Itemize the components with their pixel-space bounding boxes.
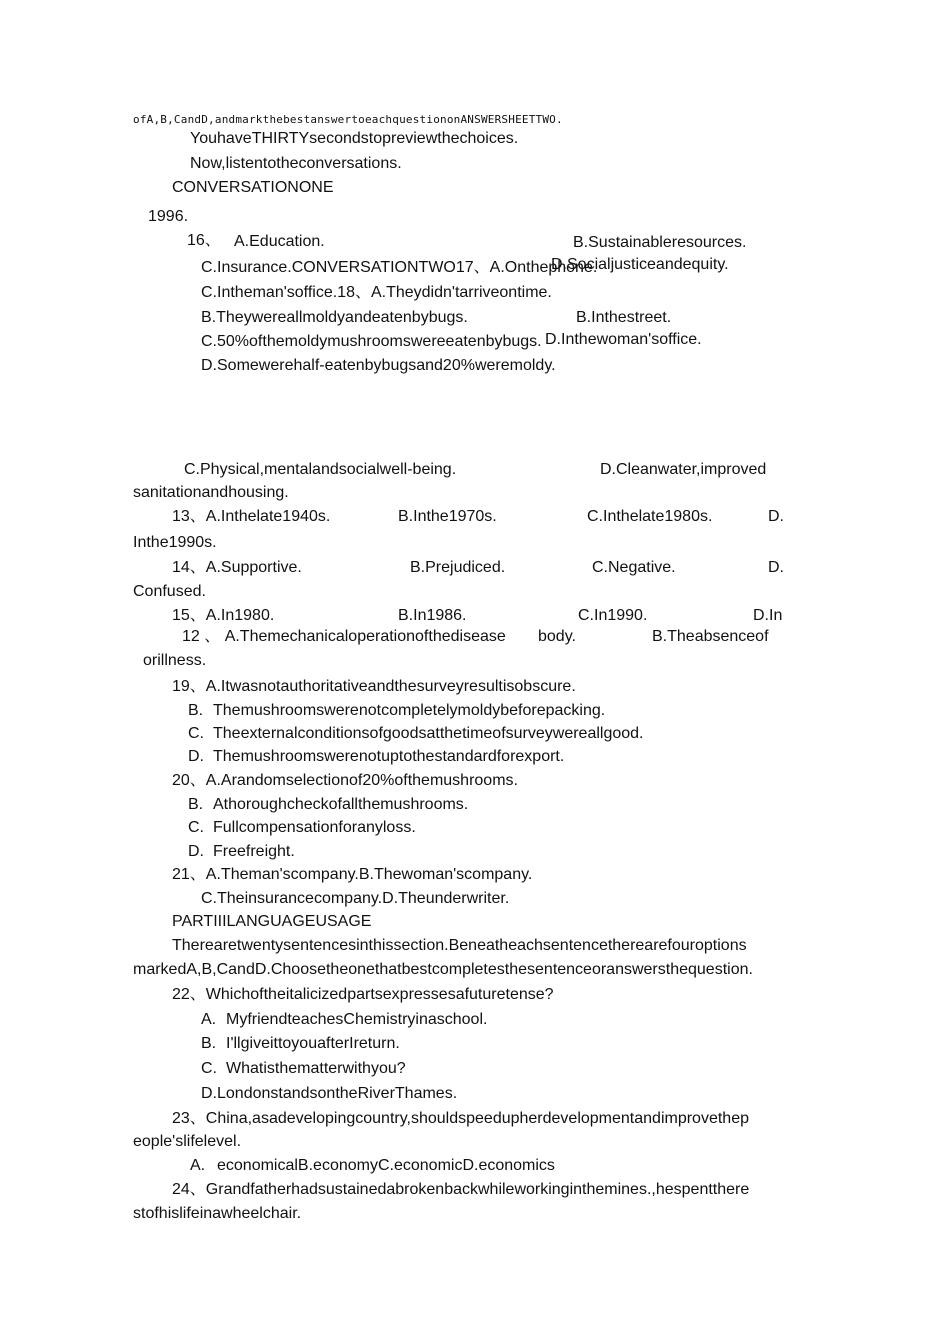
q15-option-c: C.In1990. [578,607,648,624]
q14-option-b: B.Prejudiced. [410,559,506,576]
q17-option-c-q18-option-a: C.Intheman'soffice.18、A.Theydidn'tarriveontime. [201,284,552,301]
q12-option-c: C.Physical,mentalandsocialwell-being. [184,461,457,478]
q13-option-b: B.Inthe1970s. [398,508,497,525]
q13-option-d-continued: Inthe1990s. [133,534,217,551]
q21-options-a-b: 21、A.Theman'scompany.B.Thewoman'scompany. [172,866,533,883]
q16-option-d: D.Socialjusticeandequity. [551,256,729,273]
q22-stem: 22、Whichoftheitalicizedpartsexpressesafuturetense? [172,986,554,1003]
q20-label-c: C. [188,819,204,836]
q16-option-b: B.Sustainableresources. [573,234,747,251]
q20-label-b: B. [188,796,204,813]
q19-option-d: Themushroomswerenotuptothestandardforexport. [213,748,565,765]
q20-label-d: D. [188,843,204,860]
q19-label-b: B. [188,702,204,719]
year-fragment: 1996. [148,208,189,225]
q20-option-d: Freefreight. [213,843,295,860]
q21-options-c-d: C.Theinsurancecompany.D.Theunderwriter. [201,890,510,907]
q19-label-d: D. [188,748,204,765]
part-three-heading: PARTIIILANGUAGEUSAGE [172,913,372,930]
q12-option-b: B.Theabsenceof [652,628,769,645]
q13-option-c: C.Inthelate1980s. [587,508,713,525]
q16-option-a: A.Education. [234,233,325,250]
preview-instruction: YouhaveTHIRTYsecondstopreviewthechoices. [190,130,519,147]
q20-option-b: Athoroughcheckofallthemushrooms. [213,796,469,813]
q19-option-b: Themushroomswerenotcompletelymoldybeforepacking. [213,702,606,719]
listen-instruction: Now,listentotheconversations. [190,155,402,172]
q18-option-d: D.Somewerehalf-eatenbybugsand20%weremoldy. [201,357,556,374]
part-three-instruction-line-2: markedA,B,CandD.Choosetheonethatbestcompletesthesentenceoranswersthequestion. [133,961,753,978]
q23-options: economicalB.economyC.economicD.economics [217,1157,555,1174]
q23-label-a: A. [190,1157,206,1174]
q23-stem-line-1: 23、China,asadevelopingcountry,shouldspeedupherdevelopmentandimprovethep [172,1110,749,1127]
q22-label-c: C. [201,1060,217,1077]
q15-option-a: 15、A.In1980. [172,607,275,624]
q14-option-d: D. [768,559,784,576]
q12-option-a: 12 、 A.Themechanicaloperationofthedisease [182,628,506,645]
q15-option-b: B.In1986. [398,607,467,624]
q19-label-c: C. [188,725,204,742]
q24-stem-line-2: stofhislifeinawheelchair. [133,1205,302,1222]
part-three-instruction-line-1: Therearetwentysentencesinthissection.Beneatheachsentencetherearefouroptions [172,937,747,954]
q23-stem-line-2: eople'slifelevel. [133,1133,242,1150]
q14-option-d-continued: Confused. [133,583,206,600]
q14-option-c: C.Negative. [592,559,676,576]
q18-option-c: C.50%ofthemoldymushroomswereeatenbybugs. [201,333,542,350]
q14-option-a: 14、A.Supportive. [172,559,302,576]
q17-option-b: B.Inthestreet. [576,309,672,326]
q22-label-a: A. [201,1011,217,1028]
q24-stem-line-1: 24、Grandfatherhadsustainedabrokenbackwhileworkinginthemines.,hespentthere [172,1181,750,1198]
q13-option-d: D. [768,508,784,525]
q20-option-c: Fullcompensationforanyloss. [213,819,416,836]
q19-option-c: Theexternalconditionsofgoodsatthetimeofsurveywereallgood. [213,725,644,742]
q16-number: 16、 [187,232,221,249]
q22-option-c: Whatisthematterwithyou? [226,1060,406,1077]
q15-option-d: D.In [753,607,783,624]
q18-option-b: B.Theywereallmoldyandeatenbybugs. [201,309,468,326]
q12-option-a-continued: body. [538,628,576,645]
q13-option-a: 13、A.Inthelate1940s. [172,508,331,525]
q22-label-b: B. [201,1035,217,1052]
q22-option-d: D.LondonstandsontheRiverThames. [201,1085,458,1102]
q17-option-d: D.Inthewoman'soffice. [545,331,702,348]
answer-sheet-instruction: ofA,B,CandD,andmarkthebestanswertoeachquestiononANSWERSHEETTWO. [133,113,563,126]
q20-option-a: 20、A.Arandomselectionof20%ofthemushrooms. [172,772,518,789]
q22-option-a: MyfriendteachesChemistryinaschool. [226,1011,488,1028]
q19-option-a: 19、A.Itwasnotauthoritativeandthesurveyresultisobscure. [172,678,576,695]
q22-option-b: I'llgiveittoyouafterIreturn. [226,1035,400,1052]
conversation-one-heading: CONVERSATIONONE [172,179,334,196]
q12-option-b-continued: orillness. [143,652,207,669]
q16-option-c-q17-option-a: C.Insurance.CONVERSATIONTWO17、A.Onthephone. [201,259,598,276]
q12-option-d-continued: sanitationandhousing. [133,484,289,501]
q12-option-d: D.Cleanwater,improved [600,461,767,478]
